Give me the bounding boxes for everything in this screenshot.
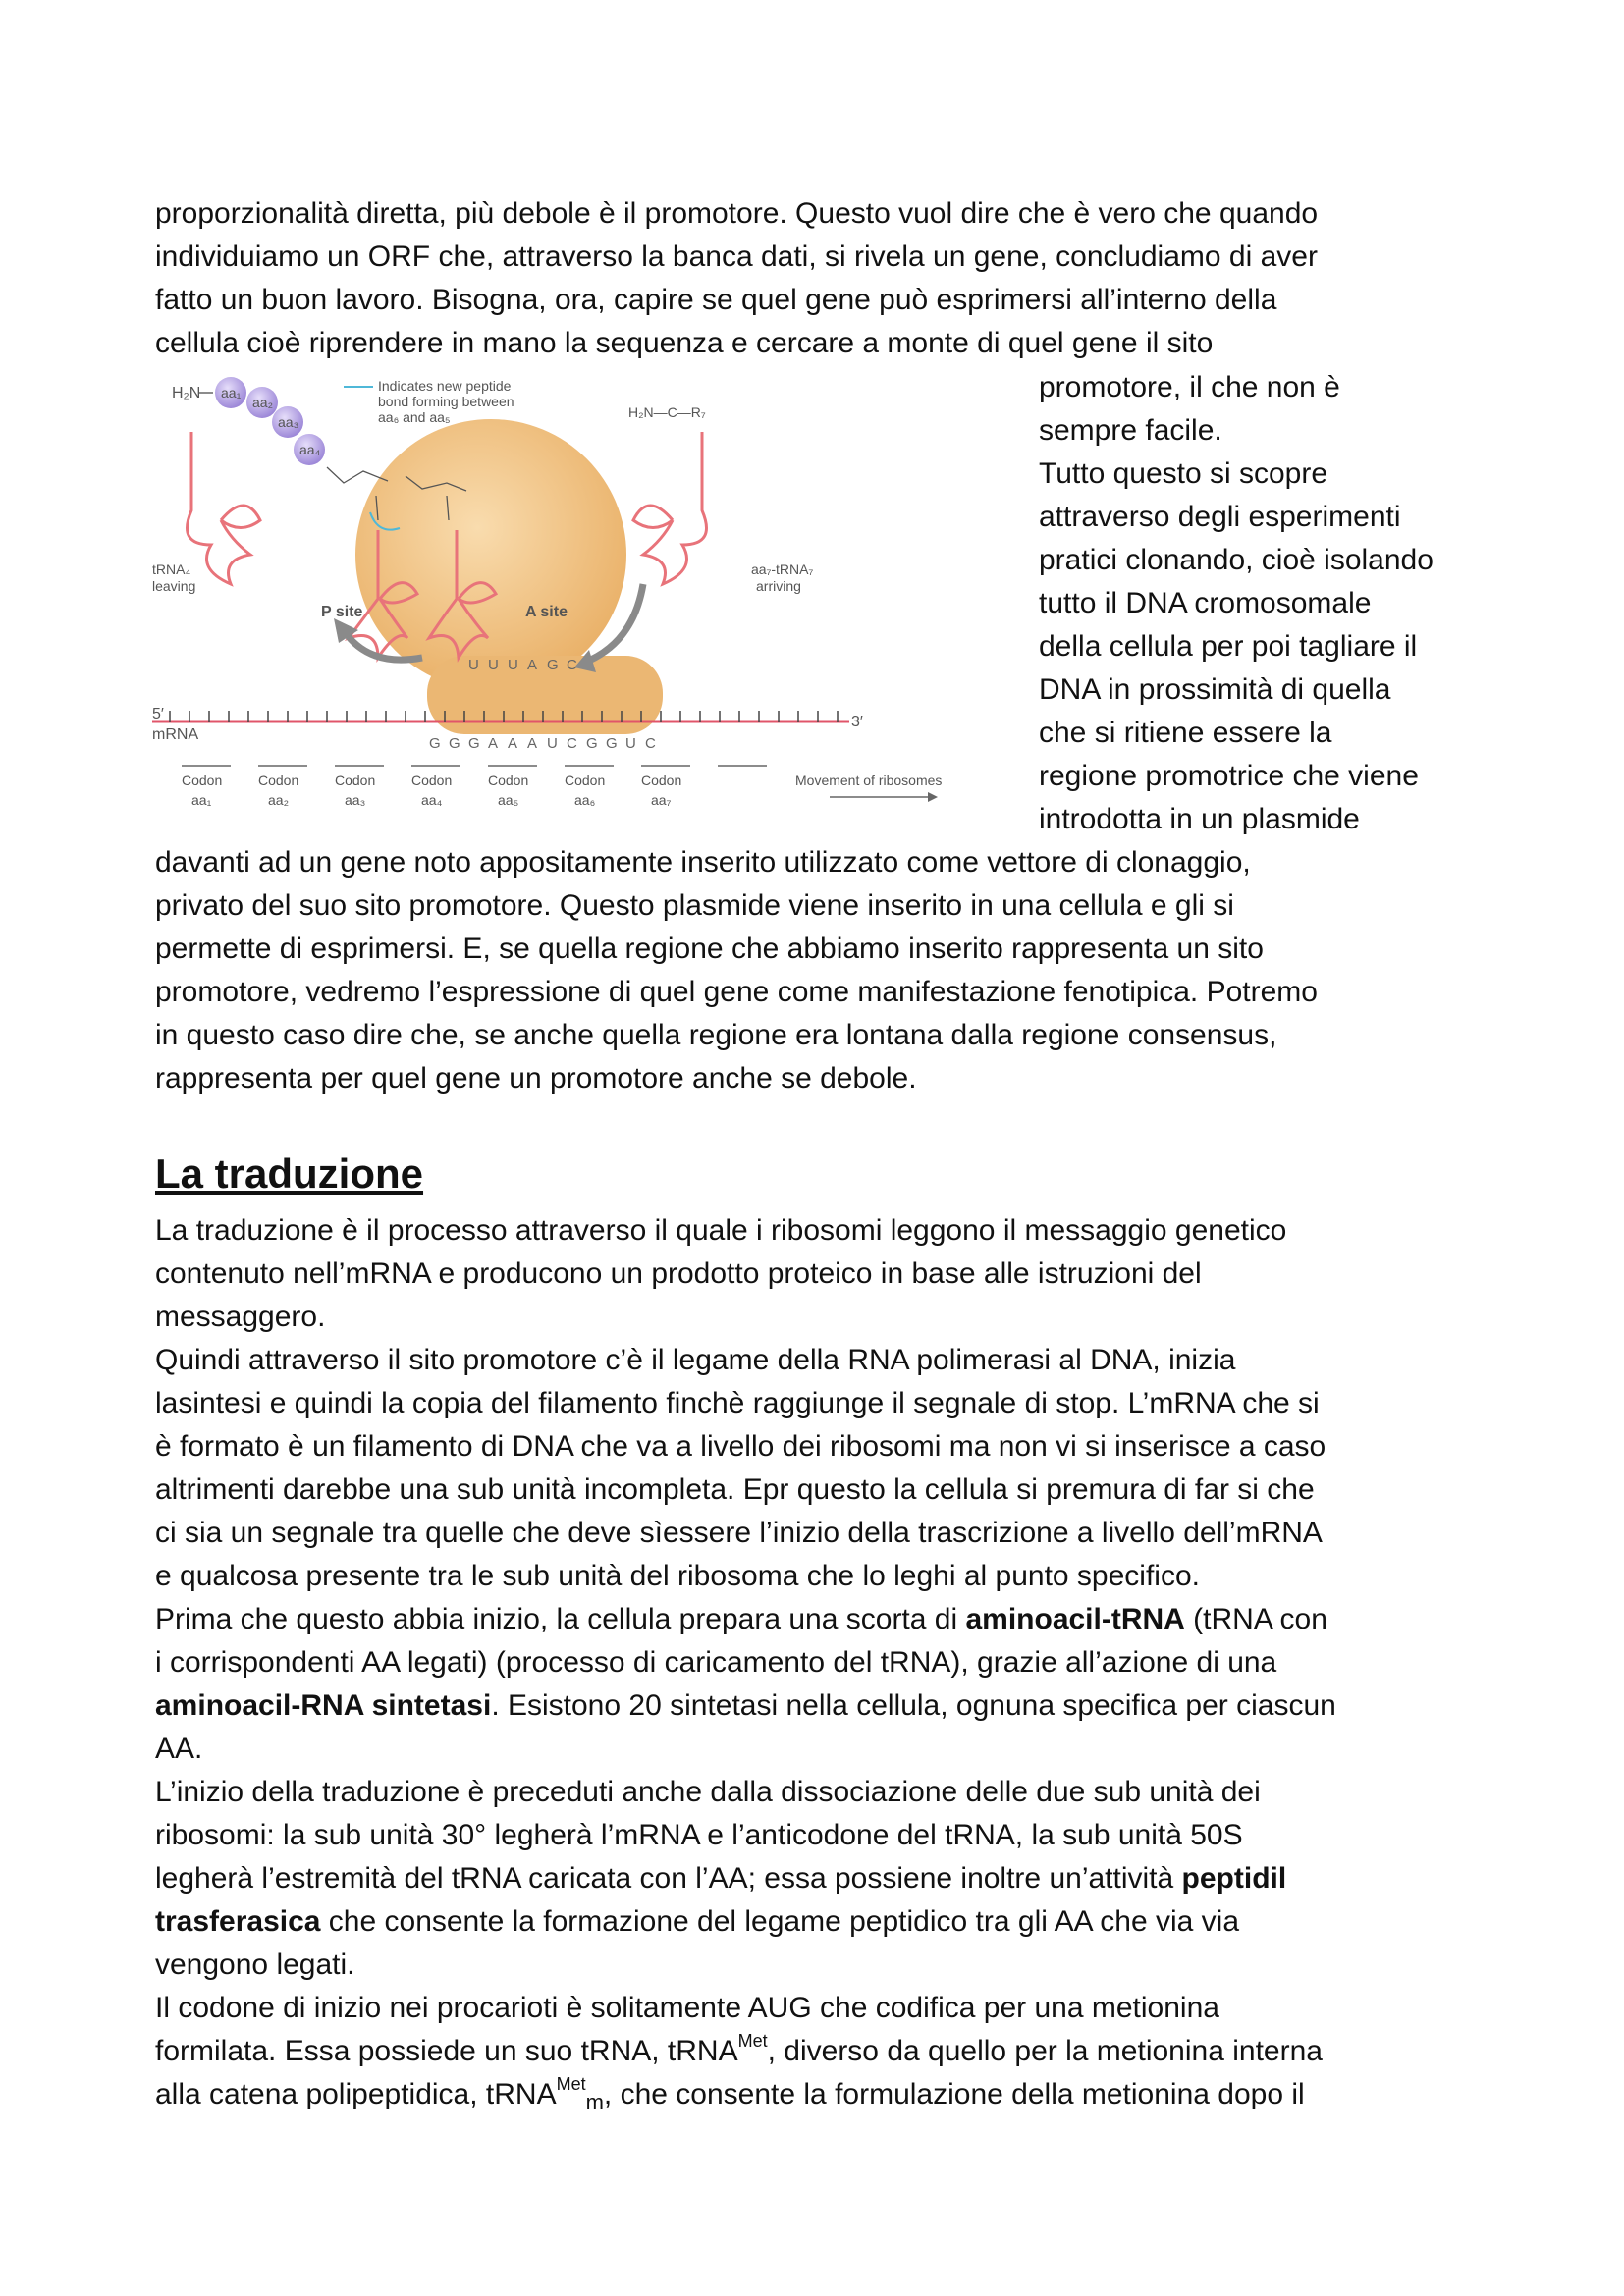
trna-arriving-label: aa₇-tRNA₇	[751, 561, 814, 577]
mrna-nucleotide: G	[606, 735, 618, 752]
text-line: L’inizio della traduzione è preceduti anche dalla dissociazione delle due sub unità dei	[155, 1776, 1261, 1808]
text-span: , che consente la formulazione della metionina dopo il	[603, 2078, 1305, 2110]
text-line: Il codone di inizio nei procarioti è solitamente AUG che codifica per una metionina	[155, 1992, 1219, 2024]
text-line: fatto un buon lavoro. Bisogna, ora, capire se quel gene può esprimersi all’interno della	[155, 284, 1277, 316]
text-line: è formato è un filamento di DNA che va a livello dei ribosomi ma non vi si inserisce a caso	[155, 1430, 1326, 1463]
text-line: AA.	[155, 1733, 203, 1765]
arriving-trna	[633, 432, 707, 584]
codon-word: Codon	[258, 773, 299, 788]
codon-aa: aa₄	[421, 792, 443, 808]
text-span: che consente la formazione del legame peptidico tra gli AA che via via	[320, 1905, 1240, 1938]
leaving-trna	[188, 432, 261, 584]
mrna-nucleotide: U	[625, 735, 636, 752]
legend-text: Indicates new peptide	[378, 378, 512, 394]
a-site-label: A site	[525, 604, 568, 620]
text-span: formilata. Essa possiede un suo tRNA, tRNA	[155, 2035, 738, 2067]
text-line	[155, 1598, 1327, 1641]
text-line: individuiamo un ORF che, attraverso la banca dati, si rivela un gene, concludiamo di aver	[155, 240, 1318, 273]
three-prime-label: 3′	[851, 714, 863, 730]
text-line: ribosomi: la sub unità 30° legherà l’mRNA e l’anticodone del tRNA, la sub unità 50S	[155, 1819, 1243, 1851]
codon-aa: aa₁	[191, 792, 212, 808]
text-line: altrimenti darebbe una sub unità incompleta. Epr questo la cellula si premura di far si che	[155, 1473, 1315, 1506]
mrna-nucleotide: A	[488, 735, 499, 752]
text-line	[155, 1857, 1286, 1900]
codon-aa: aa₅	[498, 792, 519, 808]
text-line	[155, 1684, 1336, 1728]
subscript: m	[585, 2090, 604, 2114]
text-line: Quindi attraverso il sito promotore c’è il legame della RNA polimerasi al DNA, inizia	[155, 1344, 1236, 1376]
codon-labels	[182, 773, 681, 808]
text-line	[155, 1900, 1239, 1944]
superscript: Met	[737, 2031, 768, 2051]
trna-leaving-label: leaving	[152, 578, 196, 594]
anticodon-nucleotide: U	[468, 657, 479, 673]
mrna-nucleotide: G	[449, 735, 460, 752]
ribosome-large-subunit	[355, 419, 626, 690]
text-line: regione promotrice che viene	[1039, 760, 1419, 792]
text-line: pratici clonando, cioè isolando	[1039, 544, 1434, 576]
codon-word: Codon	[335, 773, 376, 788]
mrna-label: mRNA	[152, 726, 199, 743]
five-prime-label: 5′	[152, 706, 164, 722]
text-line: La traduzione è il processo attraverso il quale i ribosomi leggono il messaggio genetico	[155, 1214, 1287, 1247]
text-span: . Esistono 20 sintetasi nella cellula, ognuna specifica per ciascun	[491, 1689, 1336, 1722]
text-line: Tutto questo si scopre	[1039, 457, 1328, 490]
mrna-nucleotide: A	[508, 735, 518, 752]
codon-aa: aa₃	[345, 792, 366, 808]
amino-acid-label: aa₄	[299, 442, 321, 457]
superscript: Met	[556, 2074, 586, 2094]
mrna-nucleotide: C	[567, 735, 577, 752]
text-line: davanti ad un gene noto appositamente inserito utilizzato come vettore di clonaggio,	[155, 846, 1251, 879]
text-line: attraverso degli esperimenti	[1039, 501, 1401, 533]
amino-acid-label: aa₂	[252, 395, 274, 410]
legend-text: bond forming between	[378, 394, 514, 409]
amino-acid-label: aa₃	[278, 414, 299, 430]
anticodon-nucleotide: A	[527, 657, 538, 673]
bold-term: aminoacil-RNA sintetasi	[155, 1689, 492, 1722]
text-line: promotore, vedremo l’espressione di quel gene come manifestazione fenotipica. Potremo	[155, 976, 1318, 1008]
text-line: e qualcosa presente tra le sub unità del ribosoma che lo leghi al punto specifico.	[155, 1560, 1200, 1592]
text-span: , diverso da quello per la metionina interna	[767, 2035, 1323, 2067]
codon-word: Codon	[488, 773, 529, 788]
text-span: (tRNA con	[1184, 1603, 1327, 1635]
text-line: DNA in prossimità di quella	[1039, 673, 1391, 706]
mrna-nucleotide: A	[527, 735, 538, 752]
mrna-nucleotide: U	[547, 735, 558, 752]
p-site-label: P site	[321, 604, 363, 620]
trna-arriving-label: arriving	[756, 578, 801, 594]
mrna-sequence	[429, 735, 656, 752]
codon-aa: aa₆	[574, 792, 596, 808]
text-line: che si ritiene essere la	[1039, 717, 1332, 749]
peptide-n-terminus: H₂N	[172, 385, 201, 401]
text-line	[155, 2030, 1323, 2073]
mrna-nucleotide: G	[586, 735, 598, 752]
text-line: messaggero.	[155, 1301, 326, 1333]
codon-aa: aa₂	[268, 792, 290, 808]
movement-label: Movement of ribosomes	[795, 773, 943, 788]
legend-text: aa₆ and aa₅	[378, 409, 451, 425]
anticodon-nucleotide: U	[508, 657, 518, 673]
text-span: alla catena polipeptidica, tRNA	[155, 2078, 557, 2110]
codon-word: Codon	[565, 773, 606, 788]
text-line: privato del suo sito promotore. Questo plasmide viene inserito in una cellula e gli si	[155, 889, 1234, 922]
text-line: ci sia un segnale tra quelle che deve sìessere l’inizio della trascrizione a livello dell’mRNA	[155, 1517, 1323, 1549]
text-line: promotore, il che non è	[1039, 371, 1340, 403]
text-line: proporzionalità diretta, più debole è il promotore. Questo vuol dire che è vero che quando	[155, 197, 1319, 230]
section-title: La traduzione	[155, 1150, 424, 1197]
codon-aa: aa₇	[651, 792, 672, 808]
translation-ribosome-diagram	[152, 373, 1016, 825]
text-line: lasintesi e quindi la copia del filamento finchè raggiunge il segnale di stop. L’mRNA che si	[155, 1387, 1320, 1419]
text-line: i corrispondenti AA legati) (processo di caricamento del tRNA), grazie all’azione di una	[155, 1646, 1277, 1679]
text-line: permette di esprimersi. E, se quella regione che abbiamo inserito rappresenta un sito	[155, 933, 1264, 965]
text-span: legherà l’estremità del tRNA caricata con l’AA; essa possiene inoltre un’attività	[155, 1862, 1182, 1895]
text-line: rappresenta per quel gene un promotore anche se debole.	[155, 1062, 917, 1095]
text-line	[155, 2073, 1305, 2116]
bold-term: trasferasica	[155, 1905, 321, 1938]
mrna-nucleotide: C	[645, 735, 656, 752]
codon-word: Codon	[411, 773, 453, 788]
text-line: contenuto nell’mRNA e producono un prodotto proteico in base alle istruzioni del	[155, 1257, 1202, 1290]
peptide-chain	[215, 377, 325, 465]
bold-term: aminoacil-tRNA	[965, 1603, 1185, 1635]
mrna-nucleotide: G	[468, 735, 480, 752]
text-line: introdotta in un plasmide	[1039, 803, 1360, 835]
codon-word: Codon	[641, 773, 682, 788]
incoming-aa-group: H₂N—C—R₇	[628, 404, 706, 420]
text-line: vengono legati.	[155, 1949, 355, 1981]
anticodon-nucleotide: U	[488, 657, 499, 673]
text-line: in questo caso dire che, se anche quella regione era lontana dalla regione consensus,	[155, 1019, 1277, 1051]
bold-term: peptidil	[1181, 1862, 1287, 1895]
text-line: della cellula per poi tagliare il	[1039, 630, 1418, 663]
amino-acid-label: aa₁	[221, 385, 242, 400]
codon-word: Codon	[182, 773, 223, 788]
text-line: tutto il DNA cromosomale	[1039, 587, 1372, 619]
text-span: Prima che questo abbia inizio, la cellula prepara una scorta di	[155, 1603, 966, 1635]
anticodon-nucleotide: G	[547, 657, 559, 673]
mrna-nucleotide: G	[429, 735, 441, 752]
text-line: cellula cioè riprendere in mano la sequenza e cercare a monte di quel gene il sito	[155, 327, 1214, 359]
trna-leaving-label: tRNA₄	[152, 561, 191, 577]
text-line: sempre facile.	[1039, 414, 1222, 447]
anticodon-nucleotide: C	[567, 657, 577, 673]
